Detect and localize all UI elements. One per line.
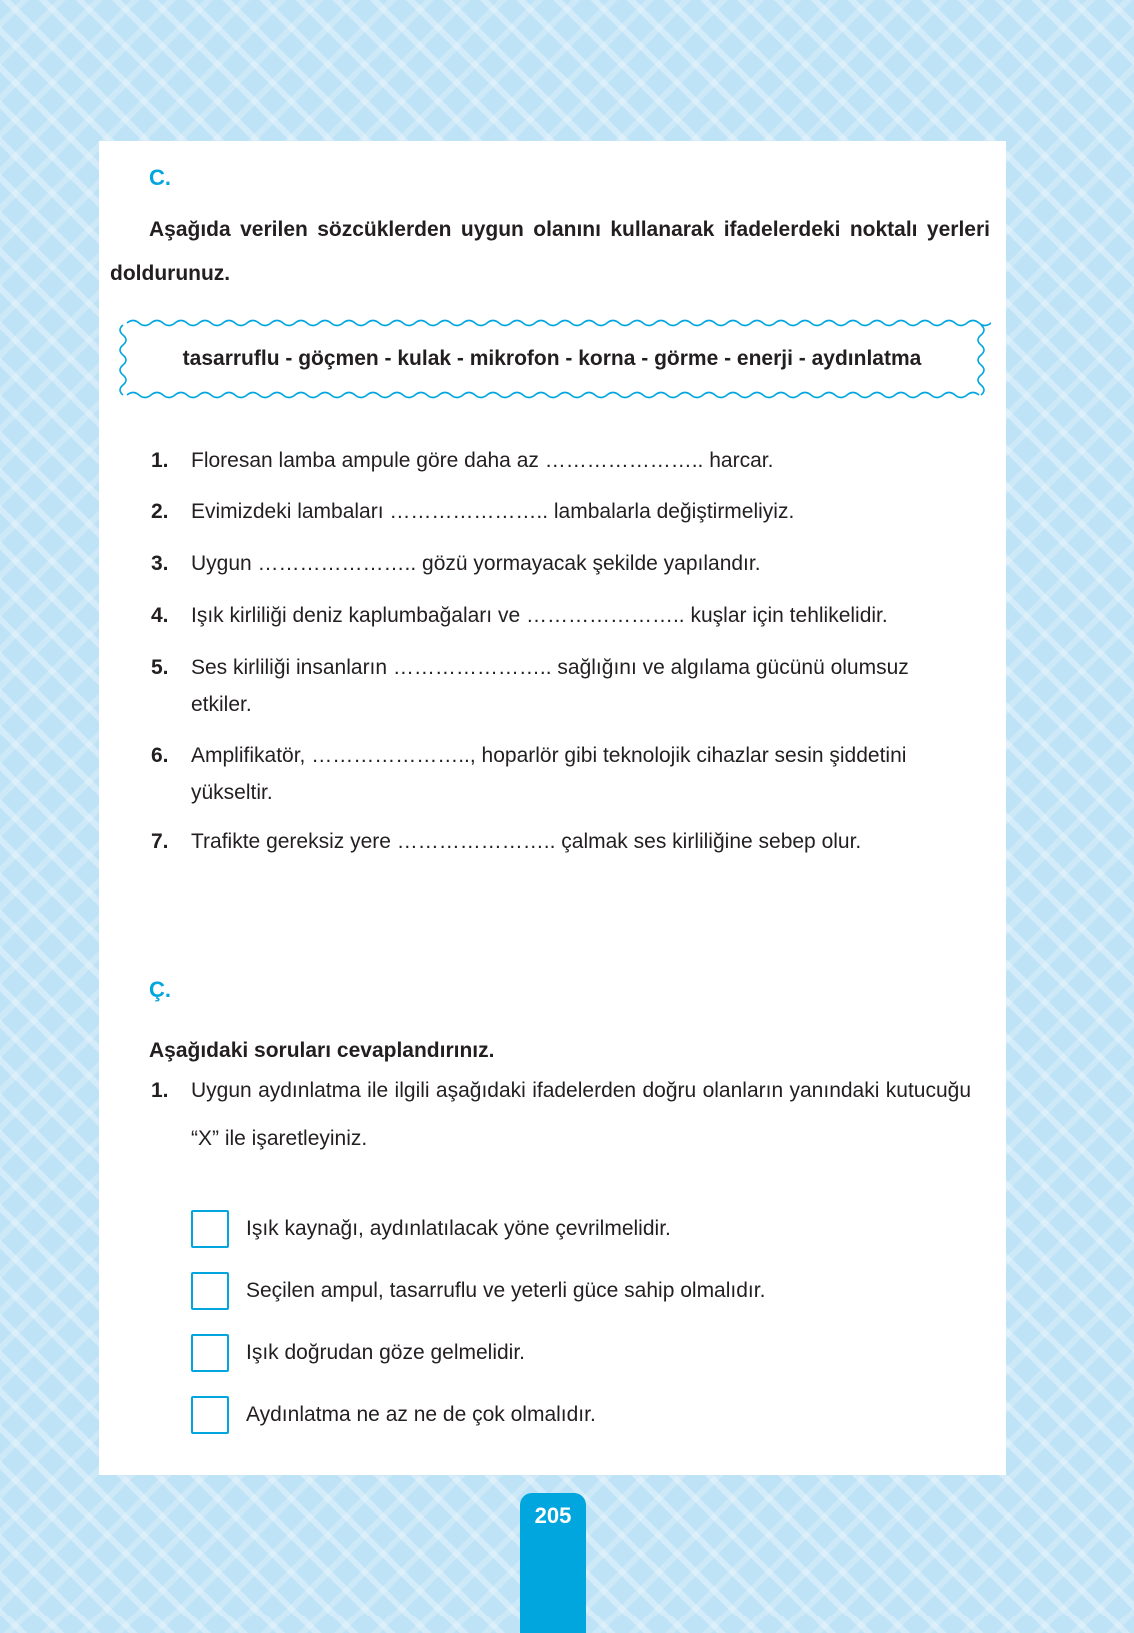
option-label: Işık kaynağı, aydınlatılacak yöne çevrilmelidir.: [246, 1217, 671, 1240]
item-text: Ses kirliliği insanların ………………….. sağlığını ve algılama gücünü olumsuz etkiler.: [191, 656, 909, 716]
fill-item: [151, 737, 971, 811]
item-text: Işık kirliliği deniz kaplumbağaları ve ………………….. kuşlar için tehlikelidir.: [191, 604, 888, 627]
option-label: Aydınlatma ne az ne de çok olmalıdır.: [246, 1403, 596, 1426]
word-bank-box: [113, 319, 991, 399]
word-bank-text: tasarruflu - göçmen - kulak - mikrofon - korna - görme - enerji - aydınlatma: [182, 347, 922, 370]
question-text: Uygun aydınlatma ile ilgili aşağıdaki ifadelerden doğru olanların yanındaki kutucuğu “X” ile işaretleyiniz.: [191, 1079, 971, 1150]
page-number: 205: [534, 1503, 572, 1528]
fill-item: [151, 597, 971, 634]
item-number: 2.: [151, 500, 169, 523]
item-number: 7.: [151, 830, 169, 853]
fill-item: [151, 493, 971, 530]
checkbox-option-1[interactable]: [191, 1210, 229, 1248]
item-number: 3.: [151, 552, 169, 575]
question-item: [151, 1067, 971, 1163]
item-text: Evimizdeki lambaları ………………….. lambalarla değiştirmeliyiz.: [191, 500, 795, 523]
section-cc-instruction: Aşağıdaki soruları cevaplandırınız.: [149, 1039, 495, 1062]
fill-item: [151, 649, 971, 723]
item-text: Uygun ………………….. gözü yormayacak şekilde yapılandır.: [191, 552, 761, 575]
fill-item: [151, 545, 971, 582]
fill-item: [151, 823, 971, 860]
checkbox-option-2[interactable]: [191, 1272, 229, 1310]
section-cc-letter: Ç.: [149, 977, 171, 1002]
item-number: 4.: [151, 604, 169, 627]
item-text: Trafikte gereksiz yere ………………….. çalmak ses kirliliğine sebep olur.: [191, 830, 862, 853]
item-number: 6.: [151, 744, 169, 767]
item-number: 5.: [151, 656, 169, 679]
page-number-tab: [520, 1493, 586, 1633]
option-label: Işık doğrudan göze gelmelidir.: [246, 1341, 525, 1364]
section-c-letter: C.: [149, 165, 171, 190]
checkbox-option-4[interactable]: [191, 1396, 229, 1434]
checkbox-option-3[interactable]: [191, 1334, 229, 1372]
item-text: Floresan lamba ampule göre daha az ………………….. harcar.: [191, 449, 774, 472]
item-text: Amplifikatör, ………………….., hoparlör gibi teknolojik cihazlar sesin şiddetini yükseltir.: [191, 744, 907, 804]
question-number: 1.: [151, 1079, 169, 1102]
option-label: Seçilen ampul, tasarruflu ve yeterli güce sahip olmalıdır.: [246, 1279, 766, 1302]
fill-item: [151, 442, 971, 479]
item-number: 1.: [151, 449, 169, 472]
section-c-instruction: Aşağıda verilen sözcüklerden uygun olanını kullanarak ifadelerdeki noktalı yerleri doldurunuz.: [110, 218, 990, 285]
worksheet-page: [99, 141, 1006, 1475]
